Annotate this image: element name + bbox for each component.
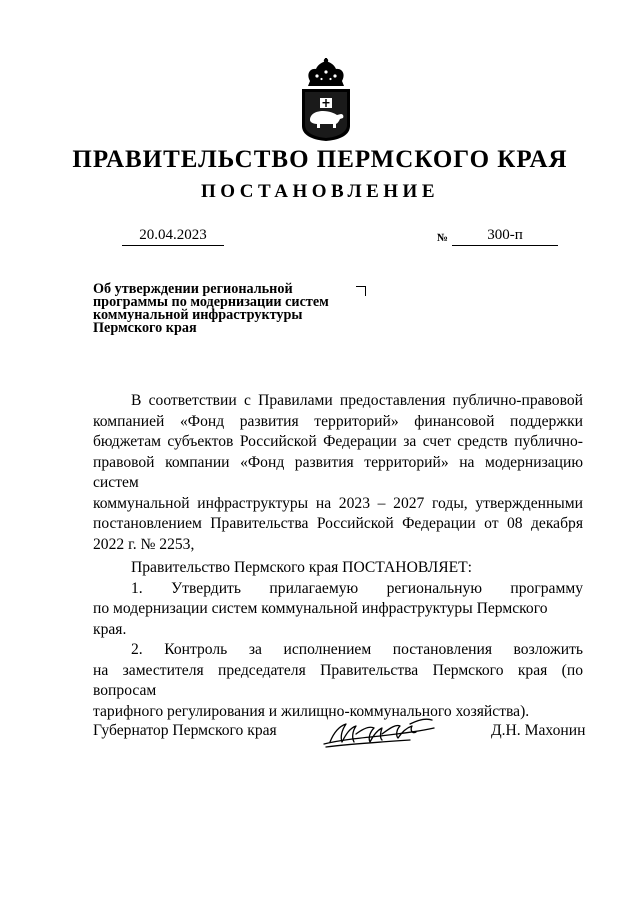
body-line: В соответствии с Правилами предоставления публично-правовой [131,392,583,409]
item-line: по модернизации систем коммунальной инфраструктуры Пермского края. [93,600,548,638]
document-number: 300-п [452,226,558,246]
document-subject [93,283,363,335]
signatory-name: Д.Н. Махонин [491,722,586,739]
subject-line: Об утверждении региональной [93,281,293,297]
body-line: правовой компании «Фонд развития территорий» на модернизацию систем [93,453,583,491]
subject-line: Пермского края [93,320,197,336]
subject-line: коммунальной инфраструктуры [93,307,303,323]
body-line: постановлением Правительства Российской Федерации от 08 декабря [93,515,583,532]
item-line: 2. Контроль за исполнением постановления возложить [131,641,583,658]
government-title: ПРАВИТЕЛЬСТВО ПЕРМСКОГО КРАЯ [72,146,568,173]
document-body [93,391,583,722]
item-line: тарифного регулирования и жилищно-коммунального хозяйства). [93,702,530,720]
signatory-position: Губернатор Пермского края [93,722,277,739]
handwritten-signature [320,714,438,750]
body-line: бюджетам субъектов Российской Федерации за счет средств публично- [93,433,583,450]
resolves-line: Правительство Пермского края ПОСТАНОВЛЯЕТ: [131,559,472,576]
item-line: 1. Утвердить прилагаемую региональную программу [131,579,583,597]
subject-line: программы по модернизации систем [93,294,329,310]
number-prefix: № [437,232,449,244]
item-line: на заместителя председателя Правительства Пермского края (по вопросам [93,661,583,699]
perm-krai-coat-of-arms-icon [296,58,356,142]
document-date: 20.04.2023 [122,226,224,246]
subject-corner-mark [356,286,366,296]
body-line: компанией «Фонд развития территорий» финансовой поддержки [93,412,583,430]
document-type: ПОСТАНОВЛЕНИЕ [200,181,440,202]
body-line: коммунальной инфраструктуры на 2023 – 2027 годы, утвержденными [93,494,583,512]
body-line: 2022 г. № 2253, [93,535,195,553]
